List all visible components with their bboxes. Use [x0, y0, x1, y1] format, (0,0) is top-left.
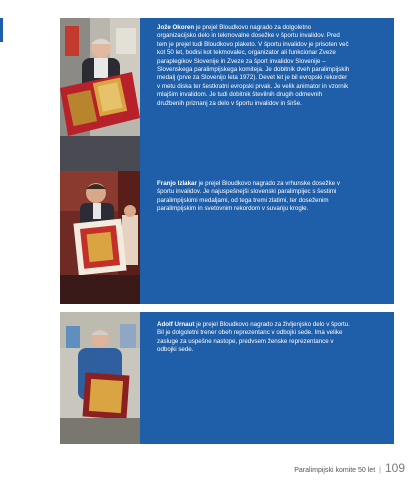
footer-separator: |: [379, 467, 381, 474]
photo-izlakar: [60, 171, 140, 304]
awardee-name: Jože Okoren: [157, 24, 195, 31]
block-text-okoren: [157, 24, 350, 108]
award-block-izlakar: [60, 171, 394, 304]
block-text-izlakar: [157, 180, 350, 214]
award-description: je prejel Bloudkovo nagrado za vrhunske dosežke v športu invalidov. Je najuspešnejši slovenski paralimpijec s šestimi paralimpijskimi medaljami, od tega tremi zlatimi, ter doseženim paralimpijskim in svetovnim rekordom v suvanju krogle.: [157, 180, 340, 213]
awardee-name: Adolf Urnaut: [157, 321, 195, 328]
footer-label: Paralimpijski komite 50 let: [294, 467, 376, 474]
award-block-okoren: [60, 18, 394, 172]
photo-urnaut: [60, 312, 140, 444]
awardee-name: Franjo Izlakar: [157, 180, 197, 187]
award-block-urnaut: [60, 312, 394, 444]
edge-marker: [0, 18, 3, 42]
award-description: je prejel Bloudkovo nagrado za življenjsko delo v športu. Bil je dolgoletni trener obeh reprezentanc v odbojki sede. Ima velike zasluge za uspešne nastope, predvsem ženske reprezentance v odbojki sede.: [157, 321, 350, 354]
award-description: je prejel Bloudkovo nagrado za dolgoletno organizacijsko delo in tekmovalne dosežke v športu invalidov. Pred tem je prejel tudi Bloudkovo plaketo. V športu invalidov je prisoten več kot 50 let, bodisi kot tekmovalec, organizator ali funkcionar Zveze paraplegikov Slovenije in Zveze za šport invalidov Slovenije – Slovenskega paralimpijskega komiteja. Je dobitnik dveh paralimpijskih medalj (prve za Slovenijo leta 1972). Devet let je bil evropski rekorder v metu diska ter šestkratni evropski prvak. Je velik animator in vzornik mlajšim invalidom. Je tudi dobitnik številnih drugih odmevnih družbenih priznanj za delo v športu invalidov in širše.: [157, 24, 350, 107]
block-text-urnaut: [157, 321, 350, 355]
page-footer: [294, 461, 405, 475]
page-number: 109: [384, 461, 405, 475]
photo-okoren: [60, 18, 140, 172]
